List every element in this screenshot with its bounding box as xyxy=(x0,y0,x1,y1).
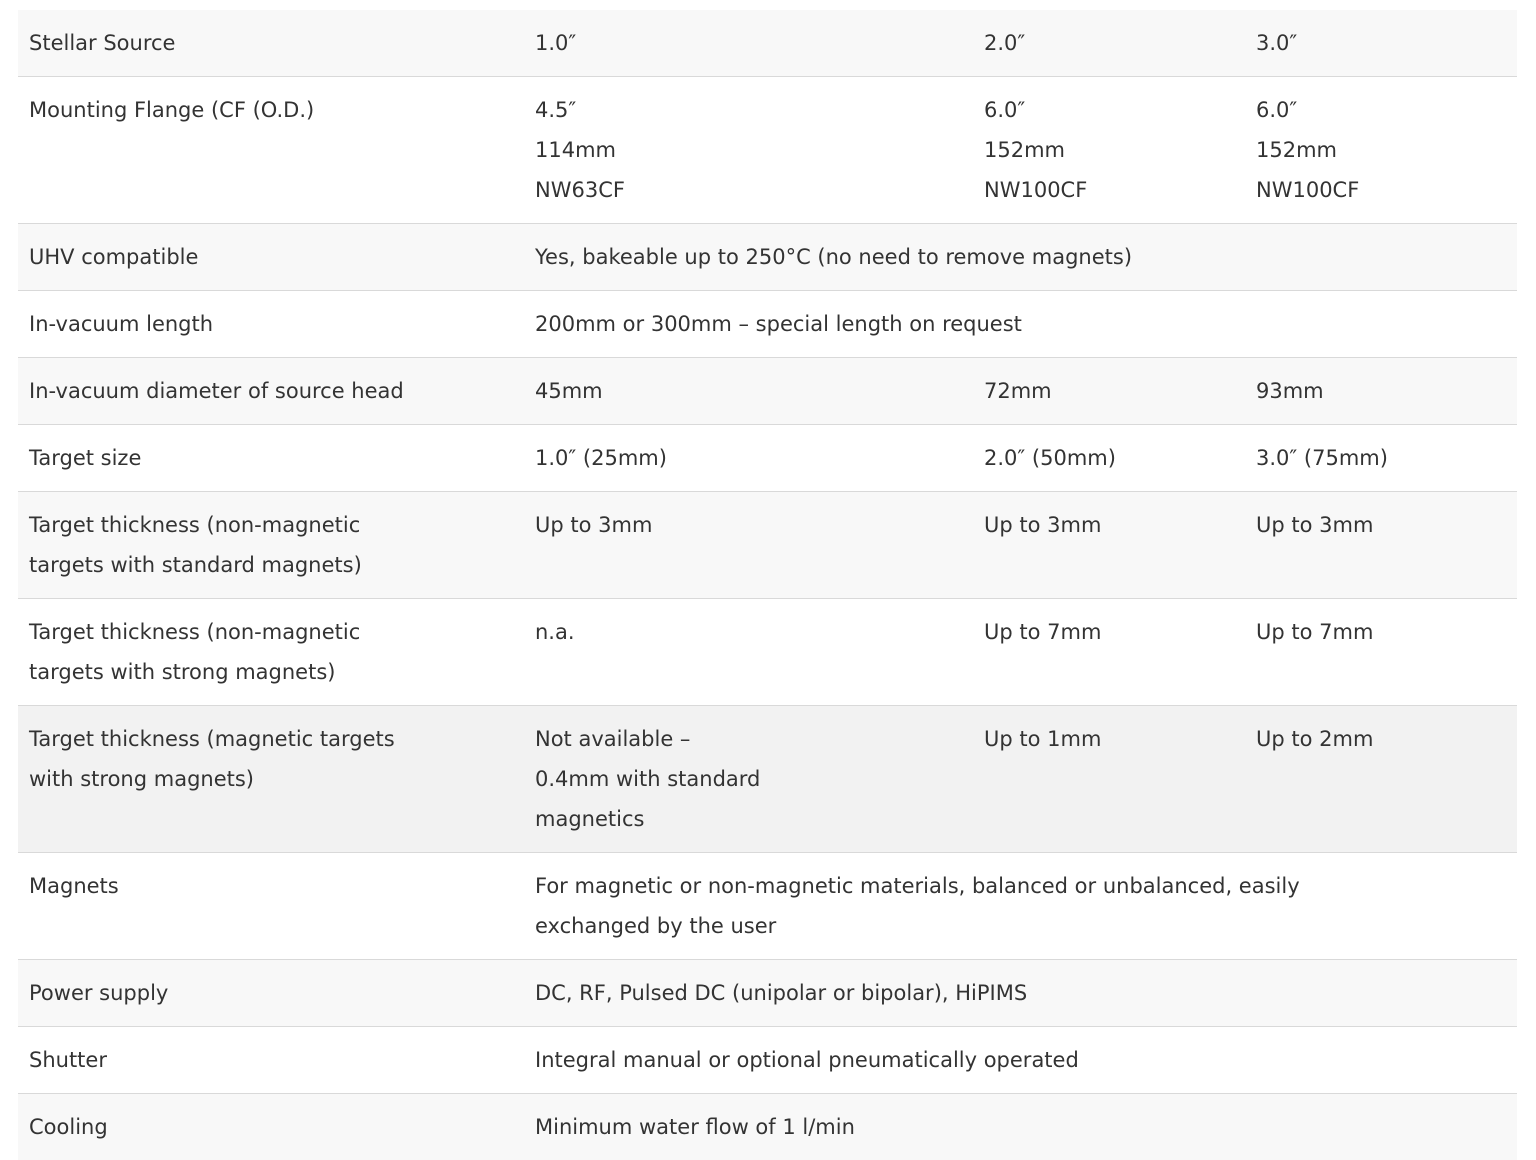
cell-1in: Not available – 0.4mm with standard magnetics xyxy=(524,706,973,853)
cell-3in: 93mm xyxy=(1245,358,1517,425)
cell-3in: Up to 3mm xyxy=(1245,492,1517,599)
cell-all-sizes: 200mm or 300mm – special length on request xyxy=(524,291,1517,358)
table-row-mounting-flange xyxy=(18,77,1517,224)
table-row-thickness-magnetic-strong xyxy=(18,706,1517,853)
table-row-target-size xyxy=(18,425,1517,492)
cell-all-sizes: Minimum water flow of 1 l/min xyxy=(524,1094,1517,1160)
cell-all-sizes: Integral manual or optional pneumatically operated xyxy=(524,1027,1517,1094)
cell-3in: Up to 7mm xyxy=(1245,599,1517,706)
row-label: Magnets xyxy=(18,853,524,960)
table-row-thickness-nonmagnetic-strong xyxy=(18,599,1517,706)
cell-all-sizes: DC, RF, Pulsed DC (unipolar or bipolar), HiPIMS xyxy=(524,960,1517,1027)
table-row-power-supply xyxy=(18,960,1517,1027)
row-label: In-vacuum diameter of source head xyxy=(18,358,524,425)
row-label: Mounting Flange (CF (O.D.) xyxy=(18,77,524,224)
row-label: Shutter xyxy=(18,1027,524,1094)
cell-all-sizes: For magnetic or non-magnetic materials, balanced or unbalanced, easily exchanged by the user xyxy=(524,853,1517,960)
spec-table-container xyxy=(18,10,1517,1160)
row-label: Stellar Source xyxy=(18,10,524,77)
table-row-shutter xyxy=(18,1027,1517,1094)
row-label: Target size xyxy=(18,425,524,492)
cell-3in: 6.0″ 152mm NW100CF xyxy=(1245,77,1517,224)
cell-3in: Up to 2mm xyxy=(1245,706,1517,853)
cell-all-sizes: Yes, bakeable up to 250°C (no need to remove magnets) xyxy=(524,224,1517,291)
table-row-thickness-nonmagnetic-standard xyxy=(18,492,1517,599)
table-row-source-head-diameter xyxy=(18,358,1517,425)
row-label: Target thickness (non-magnetic targets with strong magnets) xyxy=(18,599,524,706)
table-row-magnets xyxy=(18,853,1517,960)
table-row-in-vacuum-length xyxy=(18,291,1517,358)
row-label: Target thickness (magnetic targets with strong magnets) xyxy=(18,706,524,853)
cell-2in: 6.0″ 152mm NW100CF xyxy=(973,77,1245,224)
cell-2in: Up to 1mm xyxy=(973,706,1245,853)
row-label: UHV compatible xyxy=(18,224,524,291)
cell-1in: 1.0″ xyxy=(524,10,973,77)
row-label: Target thickness (non-magnetic targets with standard magnets) xyxy=(18,492,524,599)
cell-2in: 2.0″ (50mm) xyxy=(973,425,1245,492)
row-label: Cooling xyxy=(18,1094,524,1160)
row-label: Power supply xyxy=(18,960,524,1027)
cell-1in: Up to 3mm xyxy=(524,492,973,599)
cell-3in: 3.0″ (75mm) xyxy=(1245,425,1517,492)
row-label: In-vacuum length xyxy=(18,291,524,358)
cell-2in: 2.0″ xyxy=(973,10,1245,77)
table-row-cooling xyxy=(18,1094,1517,1160)
cell-2in: Up to 3mm xyxy=(973,492,1245,599)
cell-2in: Up to 7mm xyxy=(973,599,1245,706)
cell-1in: n.a. xyxy=(524,599,973,706)
cell-2in: 72mm xyxy=(973,358,1245,425)
cell-1in: 45mm xyxy=(524,358,973,425)
cell-1in: 4.5″ 114mm NW63CF xyxy=(524,77,973,224)
cell-1in: 1.0″ (25mm) xyxy=(524,425,973,492)
spec-table xyxy=(18,10,1517,1160)
cell-3in: 3.0″ xyxy=(1245,10,1517,77)
table-row-uhv-compatible xyxy=(18,224,1517,291)
table-row-stellar-source xyxy=(18,10,1517,77)
